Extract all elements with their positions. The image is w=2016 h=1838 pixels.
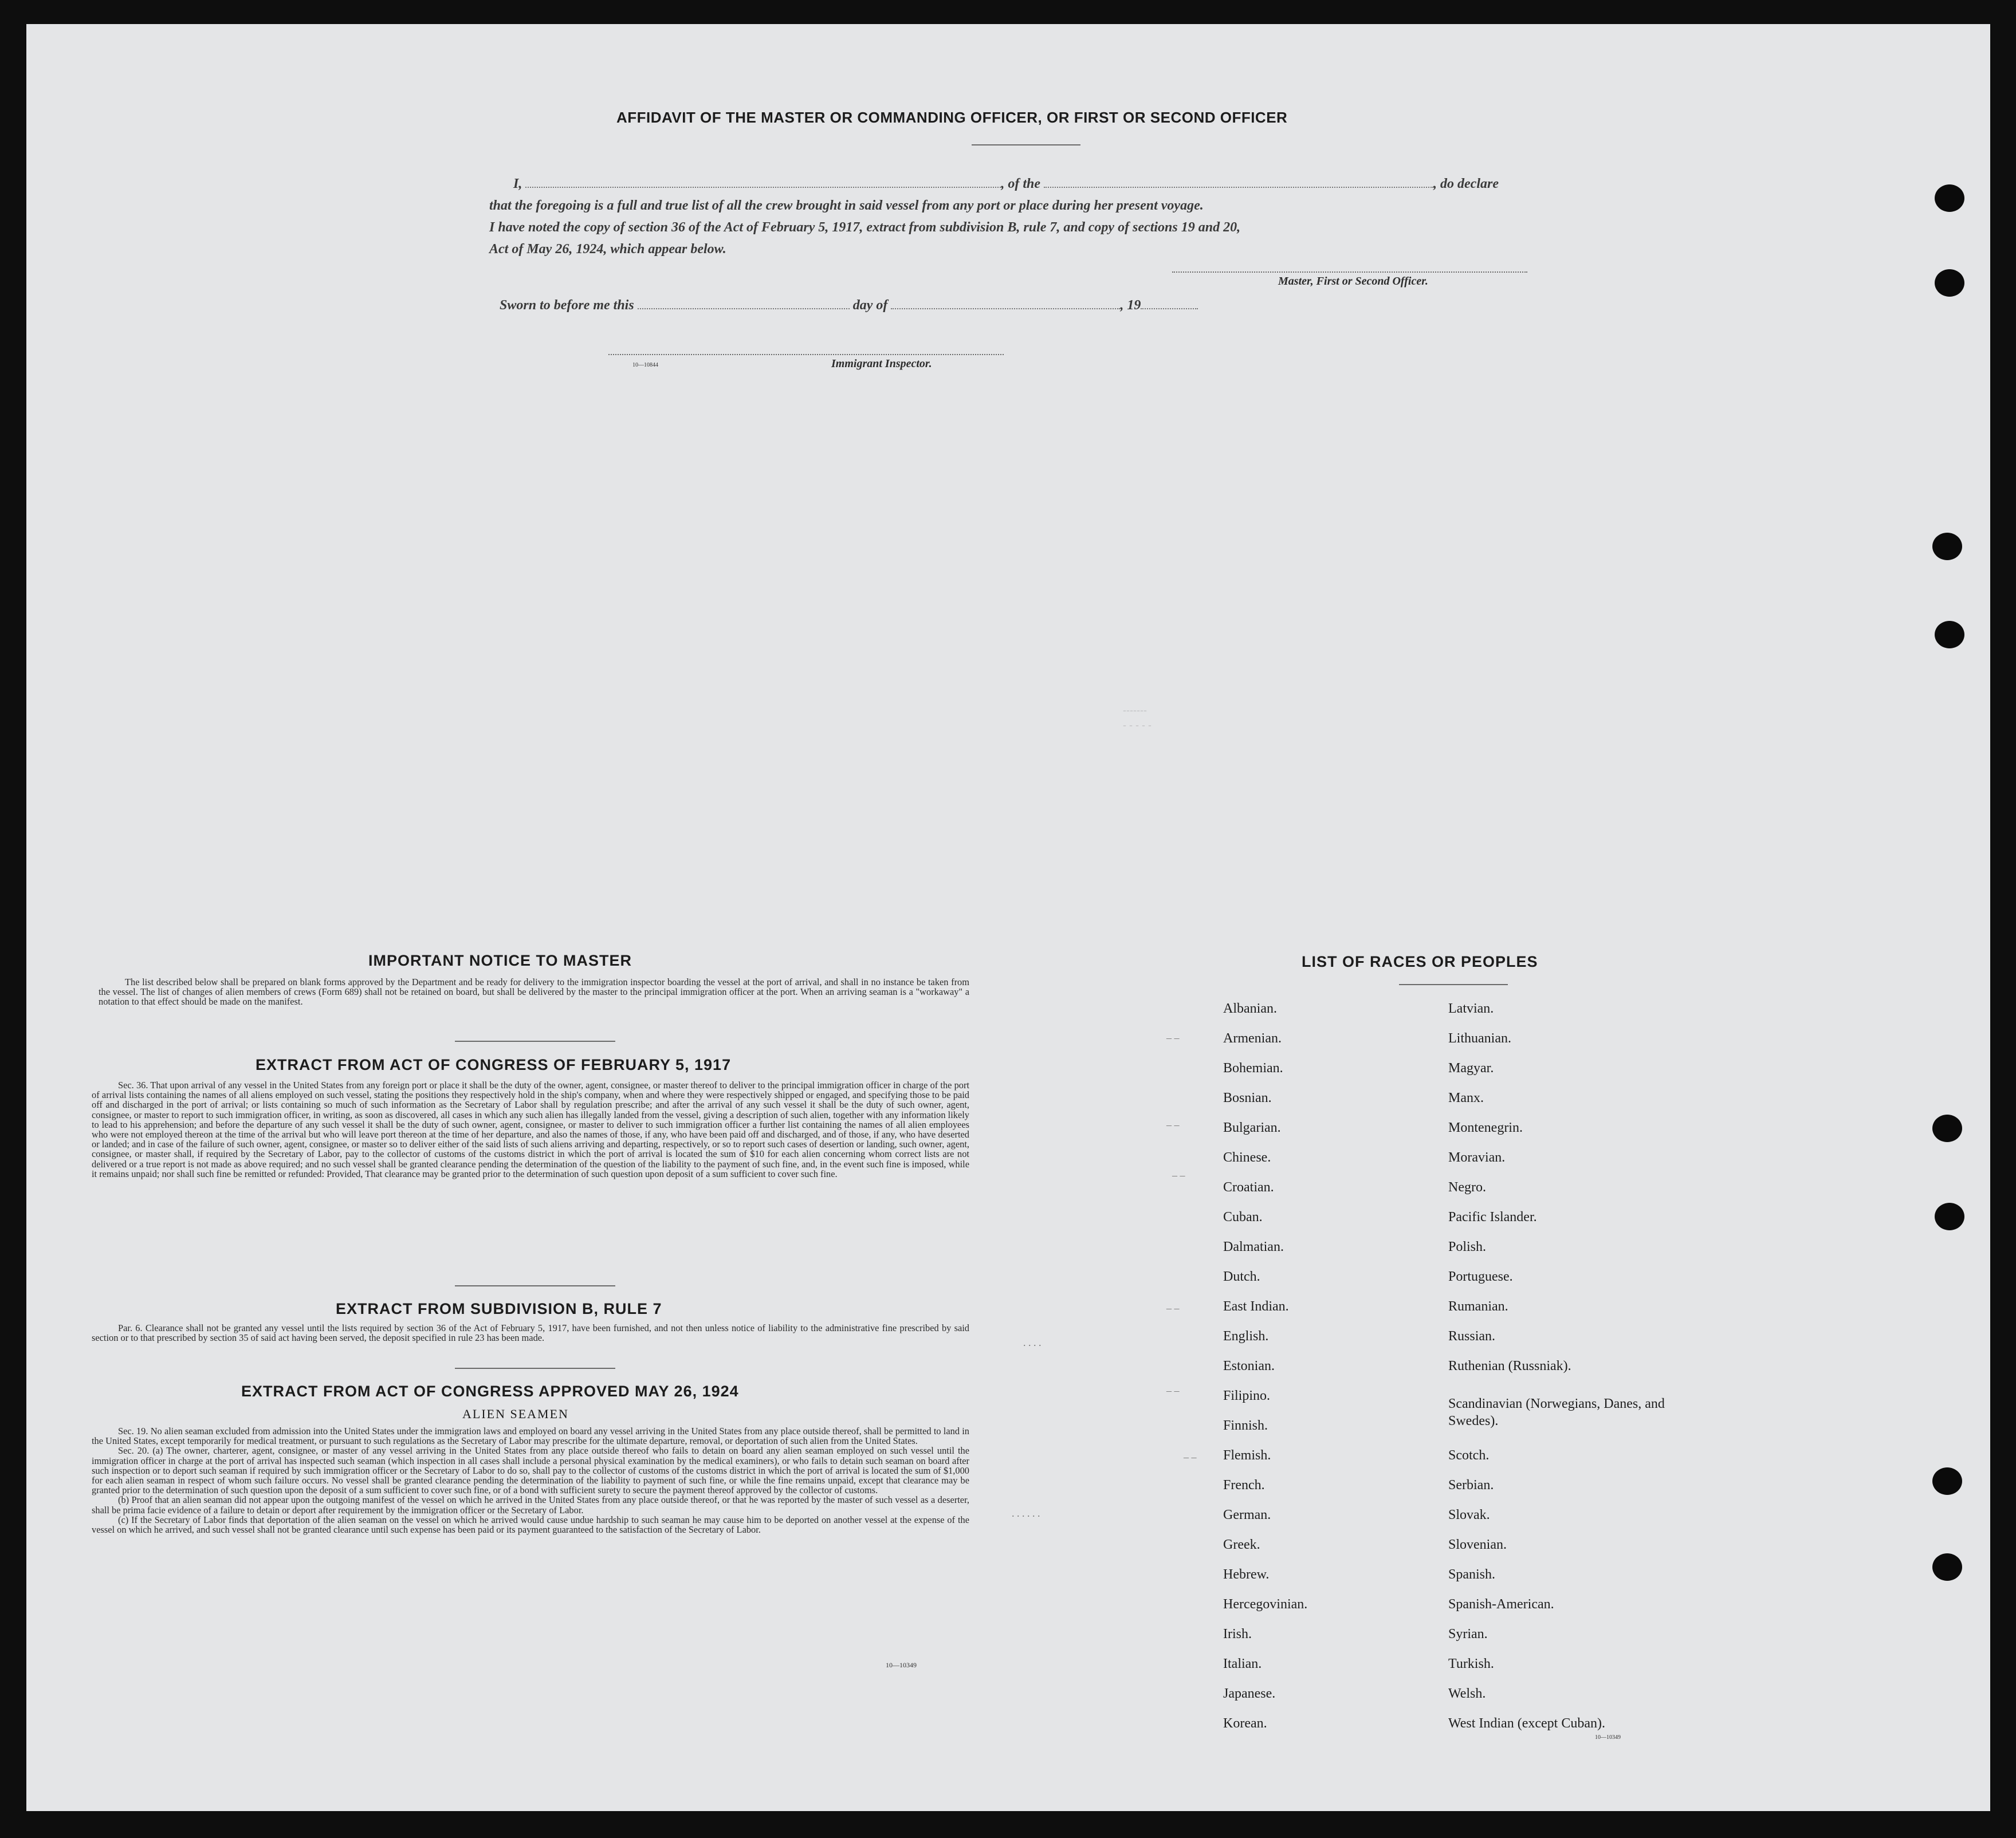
race-item: Hebrew. — [1223, 1567, 1270, 1582]
race-item: Japanese. — [1223, 1686, 1276, 1701]
speck: – – — [1184, 1451, 1197, 1463]
day-of-label: day of — [852, 298, 888, 313]
year-blank — [1141, 308, 1198, 309]
binder-hole — [1932, 1115, 1962, 1142]
speck: – – — [1166, 1385, 1180, 1396]
subdivision-b-title: EXTRACT FROM SUBDIVISION B, RULE 7 — [336, 1300, 662, 1317]
race-item: Slovak. — [1448, 1508, 1490, 1522]
race-item: Finnish. — [1223, 1418, 1268, 1433]
race-item: Serbian. — [1448, 1478, 1494, 1493]
notice-paragraph: The list described below shall be prepared on blank forms approved by the Department and be ready for delivery to the immigration inspector boarding the vessel at the port of arrival, and shall in no instance be taken from the vessel. The list of changes of alien members of crews (Form 689) shall not be retained on board, but shall be delivered by the master to the principal immigration officer at the port. When an arriving seaman is a "workaway" a notation to that effect should be made on the manifest. — [99, 977, 969, 1007]
race-item: Ruthenian (Russniak). — [1448, 1359, 1571, 1373]
divider — [455, 1285, 615, 1286]
race-item: Turkish. — [1448, 1656, 1494, 1671]
faint-mark: - - - - - — [1123, 719, 1152, 731]
sec-20b-paragraph: (b) Proof that an alien seaman did not appear upon the outgoing manifest of the vessel on which he arrived in the United States from any place outside thereof, or that he was reported by the master of such vessel as a deserter, shall be prima facie evidence of a failure to detain or deport after requirement by the immigration officer or the Secretary of Labor. — [92, 1494, 969, 1516]
faint-mark: ------- — [1123, 704, 1147, 716]
speck: . . . . — [1023, 1337, 1042, 1348]
race-item: Polish. — [1448, 1239, 1487, 1254]
extract-1924-title: EXTRACT FROM ACT OF CONGRESS APPROVED MAY 26, 1924 — [241, 1383, 739, 1400]
binder-hole — [1932, 1553, 1962, 1581]
race-item: Albanian. — [1223, 1001, 1277, 1016]
race-item: Estonian. — [1223, 1359, 1275, 1373]
divider — [455, 1041, 615, 1042]
race-item: Spanish. — [1448, 1567, 1496, 1582]
race-item: Montenegrin. — [1448, 1120, 1523, 1135]
race-item: Hercegovinian. — [1223, 1597, 1308, 1612]
race-item: Filipino. — [1223, 1388, 1271, 1403]
affidavit-declare: , do declare — [1433, 176, 1499, 191]
affidavit-of-the: , of the — [1001, 176, 1041, 191]
race-item: Magyar. — [1448, 1061, 1494, 1076]
race-item: Irish. — [1223, 1627, 1252, 1642]
affidavit-line-4: Act of May 26, 1924, which appear below. — [489, 242, 726, 257]
affidavit-title: AFFIDAVIT OF THE MASTER OR COMMANDING OFFICER, OR FIRST OR SECOND OFFICER — [616, 109, 1288, 126]
race-item: East Indian. — [1223, 1299, 1289, 1314]
race-item: Flemish. — [1223, 1448, 1271, 1463]
affidavit-i: I, — [513, 176, 522, 191]
race-item: Russian. — [1448, 1329, 1496, 1344]
binder-hole — [1935, 269, 1964, 297]
extract-1924-text — [92, 1426, 969, 1534]
binder-hole — [1932, 1467, 1962, 1495]
sworn-label: Sworn to before me this — [500, 298, 634, 313]
race-item: Chinese. — [1223, 1150, 1271, 1165]
affidavit-line-3: I have noted the copy of section 36 of the Act of February 5, 1917, extract from subdivision B, rule 7, and copy of sections 19 and 20, — [489, 220, 1241, 235]
name-blank — [525, 187, 1001, 188]
subdivision-b-text — [92, 1323, 969, 1343]
race-item: West Indian (except Cuban). — [1448, 1716, 1605, 1731]
divider — [455, 1368, 615, 1369]
master-signature-line — [1172, 271, 1527, 273]
race-item: Negro. — [1448, 1180, 1486, 1195]
vessel-blank — [1044, 187, 1433, 188]
section-36-paragraph: Sec. 36. That upon arrival of any vessel in the United States from any foreign port or place it shall be the duty of the owner, agent, consignee, or master thereof to deliver to the principal immigration officer in charge of the port of arrival lists containing the names of all aliens employed on such vessel, stating the positions they respectively hold in the ship's company, when and where they were respectively shipped or engaged, and specifying those to be paid off and discharged in the port of arrival; or lists containing so much of such information as the Secretary of Labor shall by regulation prescribe; and after the arrival of any such vessel it shall be the duty of such owner, agent, consignee, or master to report to such immigration officer, in writing, as soon as discovered, all cases in which any such alien has illegally landed from the vessel, giving a description of such alien, together with any information likely to lead to his apprehension; and before the departure of any such vessel it shall be the duty of such owner, agent, consignee, or master to deliver to such immigration officer a further list containing the names of all alien employees who were not employed thereon at the time of the arrival but who will leave port thereon at the time of her departure, and also the names of those, if any, who have been paid off and discharged, and of those, if any, who have deserted or landed; and in case of the failure of such owner, agent, consignee, or master so to deliver either of the said lists of such aliens arriving and departing, respectively, or so to report such cases of desertion or landing, such owner, agent, consignee, or master shall, if required by the Secretary of Labor, pay to the collector of customs of the customs district in which the port of arrival is located the sum of $10 for each alien concerning whom correct lists are not delivered or a true report is not made as above required; and no such vessel shall be granted clearance pending the determination of the question of the liability to the payment of such fine, and, in the event such fine is imposed, while it remains unpaid; nor shall such fine be remitted or refunded: Provided, That clearance may be granted prior to the determination of such question upon deposit of a sum sufficient to cover such fine. — [92, 1080, 969, 1179]
race-item: Italian. — [1223, 1656, 1262, 1671]
race-item: Scandinavian (Norwegians, Danes, and Swedes). — [1448, 1396, 1665, 1428]
inspector-label: Immigrant Inspector. — [831, 357, 932, 370]
extract-1917-title: EXTRACT FROM ACT OF CONGRESS OF FEBRUARY 5, 1917 — [256, 1056, 732, 1073]
race-item: Croatian. — [1223, 1180, 1274, 1195]
race-item: French. — [1223, 1478, 1265, 1493]
binder-hole — [1935, 621, 1964, 648]
race-item: Korean. — [1223, 1716, 1267, 1731]
speck: . . . . . . — [1012, 1508, 1040, 1519]
race-item: Lithuanian. — [1448, 1031, 1511, 1046]
binder-hole — [1935, 1203, 1964, 1230]
document-page — [26, 24, 1990, 1811]
race-item: Slovenian. — [1448, 1537, 1507, 1552]
race-item: Syrian. — [1448, 1627, 1488, 1642]
race-item: Scotch. — [1448, 1448, 1490, 1463]
form-number: 10—10349 — [886, 1661, 917, 1669]
races-form-number: 10—10349 — [1595, 1734, 1621, 1741]
speck: – – — [1166, 1302, 1180, 1314]
races-title: LIST OF RACES OR PEOPLES — [1302, 953, 1538, 970]
divider — [972, 144, 1080, 145]
speck: – – — [1166, 1032, 1180, 1044]
race-item: Portuguese. — [1448, 1269, 1513, 1284]
race-item: Cuban. — [1223, 1210, 1263, 1225]
race-item: Latvian. — [1448, 1001, 1494, 1016]
speck: – – — [1172, 1170, 1185, 1181]
master-label: Master, First or Second Officer. — [1278, 275, 1428, 288]
sec-20c-paragraph: (c) If the Secretary of Labor finds that deportation of the alien seaman on the vessel on which he arrived would cause undue hardship to such seaman he may cause him to be deported on another vessel at the expense of the vessel on which he arrived, and such vessel shall not be granted clearance until such expense has been paid or its payment guaranteed to the satisfaction of the Secretary of Labor. — [92, 1514, 969, 1536]
race-item: Pacific Islander. — [1448, 1210, 1537, 1225]
affidavit-line-2: that the foregoing is a full and true list of all the crew brought in said vessel from any port or place during her present voyage. — [489, 198, 1204, 213]
sworn-line — [500, 298, 1198, 313]
race-item: Bulgarian. — [1223, 1120, 1281, 1135]
race-item: Bohemian. — [1223, 1061, 1283, 1076]
race-item: Welsh. — [1448, 1686, 1486, 1701]
race-item: Manx. — [1448, 1091, 1484, 1105]
month-blank — [891, 308, 1120, 309]
sec-20a-paragraph: Sec. 20. (a) The owner, charterer, agent, consignee, or master of any vessel arriving in the United States from any place outside thereof who fails to detain on board any alien seaman employed on such vessel until the immigration officer in charge at the port of arrival has inspected such seaman (which inspection in all cases shall include a personal physical examination by the medical examiners), or who fails to detain such seaman on board after such inspection or to deport such seaman if required by such immigration officer or the Secretary of Labor to do so, shall pay to the collector of customs of the customs district in which the port of arrival is located the sum of $1,000 for each alien seaman in respect of whom such failure occurs. No vessel shall be granted clearance pending the determination of the liability to payment of such fine, or while the fine remains unpaid, except that clearance may be granted prior to the determination of such question upon the deposit of a sum sufficient to cover such fine, or of a bond with sufficient surety to secure the payment thereof approved by the collector of customs. — [92, 1445, 969, 1496]
race-item: Dutch. — [1223, 1269, 1260, 1284]
sec-19-paragraph: Sec. 19. No alien seaman excluded from admission into the United States under the immigration laws and employed on board any vessel arriving in the United States from any place outside thereof, shall be permitted to land in the United States, except temporarily for medical treatment, or pursuant to such regulations as the Secretary of Labor may prescribe for the ultimate departure, removal, or deportation of such alien from the United States. — [92, 1426, 969, 1447]
race-item: Spanish-American. — [1448, 1597, 1554, 1612]
binder-hole — [1932, 533, 1962, 560]
speck: – – — [1166, 1119, 1180, 1131]
binder-hole — [1935, 184, 1964, 212]
race-item: English. — [1223, 1329, 1269, 1344]
race-item: Rumanian. — [1448, 1299, 1508, 1314]
race-item: Greek. — [1223, 1537, 1260, 1552]
divider — [1399, 984, 1508, 985]
par-6-paragraph: Par. 6. Clearance shall not be granted any vessel until the lists required by section 36 of the Act of February 5, 1917, have been furnished, and not then unless notice of liability to the administrative fine prescribed by said section or to that prescribed by section 35 of said act having been served, the deposit specified in rule 23 has been made. — [92, 1323, 969, 1344]
race-item: Moravian. — [1448, 1150, 1506, 1165]
day-blank — [638, 308, 850, 309]
race-item: Bosnian. — [1223, 1091, 1272, 1105]
inspector-signature-line — [608, 354, 1004, 355]
year-prefix: , 19 — [1120, 298, 1141, 313]
extract-1917-text — [92, 1080, 969, 1179]
race-item: Dalmatian. — [1223, 1239, 1284, 1254]
alien-seamen-subtitle: ALIEN SEAMEN — [462, 1407, 569, 1421]
notice-text — [99, 977, 969, 1007]
race-item: German. — [1223, 1508, 1271, 1522]
notice-title: IMPORTANT NOTICE TO MASTER — [368, 952, 632, 969]
race-item: Armenian. — [1223, 1031, 1282, 1046]
affidavit-line-1 — [513, 176, 1499, 192]
small-form-number: 10—10844 — [632, 362, 658, 368]
